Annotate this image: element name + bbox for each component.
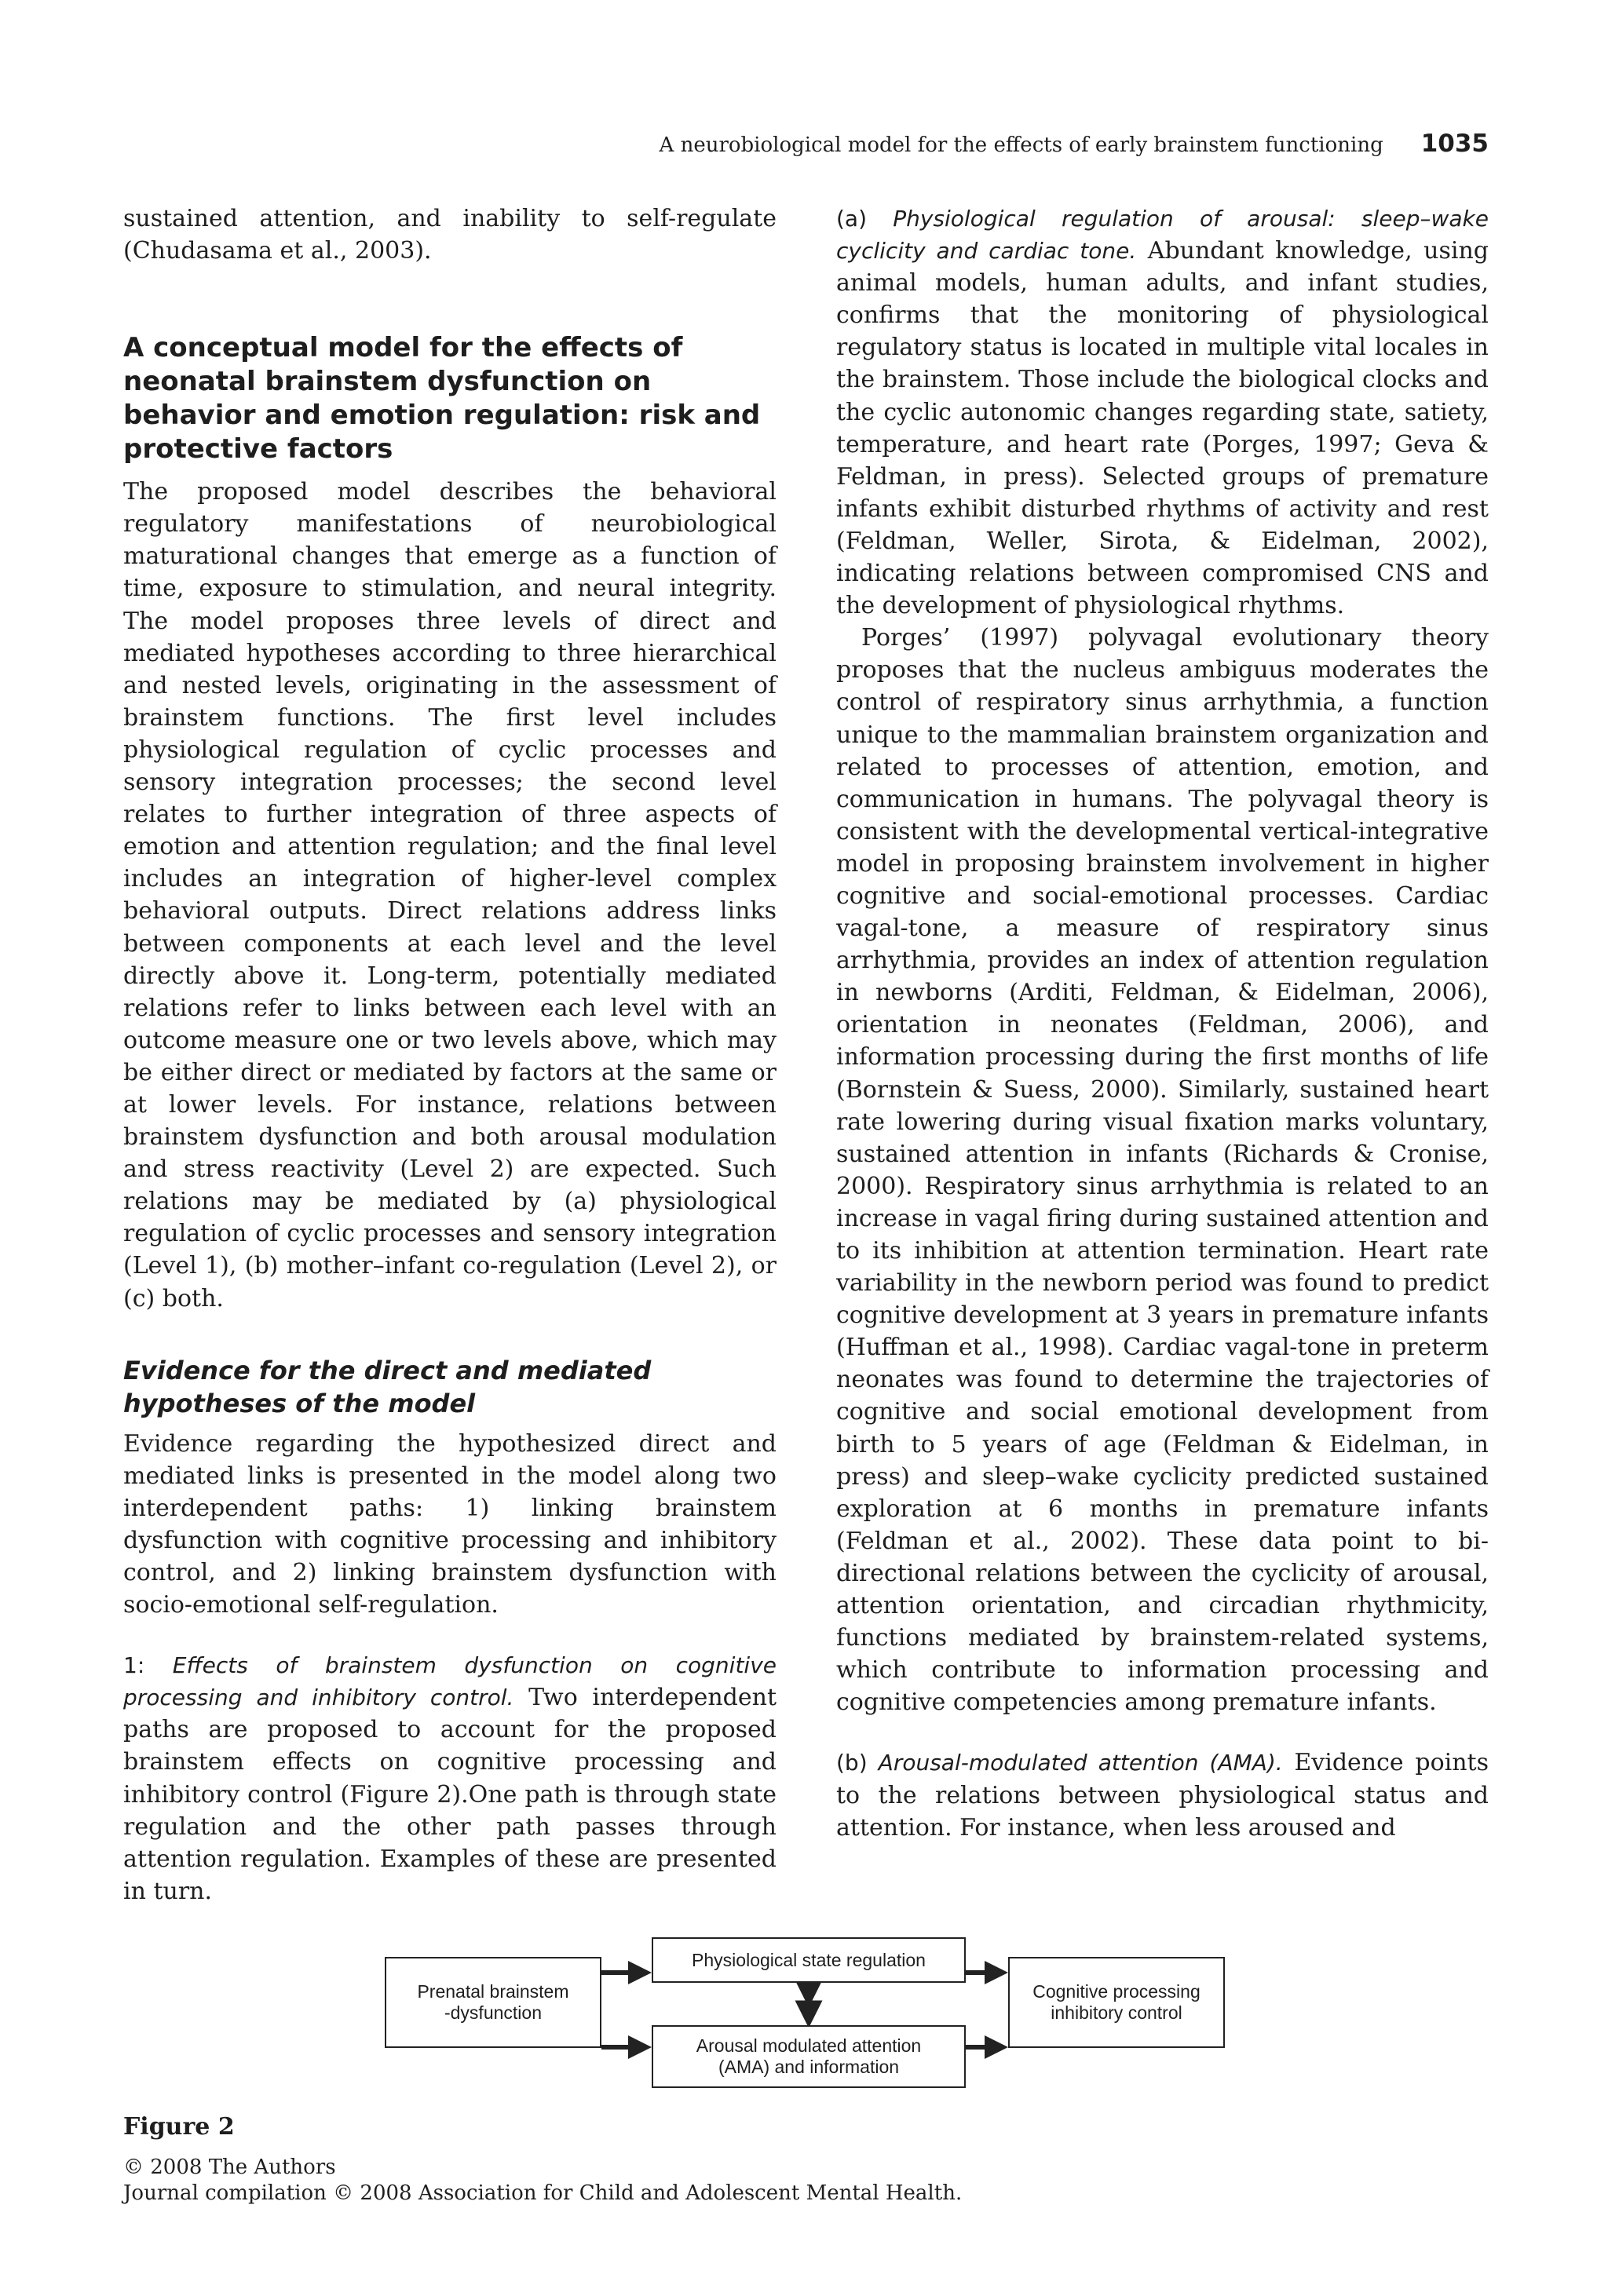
footer [123,2155,962,2207]
box-arousal-line2: (AMA) and information [718,2057,900,2077]
paragraph-evidence: Evidence regarding the hypothesized direct and mediated links is presented in the model along two interdependent paths: 1) linking brainstem dysfunction with cognitive processing and inhibitory control, and 2) linking brainstem dysfunction with socio-emotional self-regulation. [123,1429,777,1619]
box-prenatal-dysfunction [385,1957,601,2048]
running-head [119,128,1489,161]
box-arousal-line1: Arousal modulated attention [696,2035,922,2056]
paragraph-continuation: sustained attention, and inability to self-regulate (Chudasama et al., 2003). [123,205,777,265]
box-physiological-state-regulation [652,1937,966,1983]
runin-1-title: Effects of brainstem dysfunction on cognitive processing and inhibitory control. [123,1652,777,1711]
runin-1-text: Two interdependent paths are proposed to account for the proposed brainstem effects on cognitive processing and inhibitory control (Figure 2).One path is through state regulation and the other path passes through attention regulation. Examples of these are presented in turn. [123,1684,777,1905]
box-cognitive-line1: Cognitive processing [1032,1981,1201,2002]
runin-a-title: Physiological regulation of arousal: sleep–wake cyclicity and cardiac tone. [836,206,1489,265]
box-prenatal-line2: -dysfunction [444,2002,542,2023]
paragraph-runin-1 [123,1649,777,1907]
page-number: 1035 [1420,130,1489,158]
running-head-title: A neurobiological model for the effects of early brainstem functioning [659,133,1383,157]
runin-b-heading [836,1750,1283,1776]
figure-2-diagram [381,1937,1229,2094]
runin-a-letter: (a) [836,206,868,232]
box-arousal-modulated-attention [652,2025,966,2088]
footer-compilation: Journal compilation © 2008 Association for Child and Adolescent Mental Health. [123,2181,963,2205]
runin-a-text: Abundant knowledge, using animal models, human adults, and infant studies, confirms that the monitoring of physiological regulatory status is located in multiple vital locales in the brainstem. Those include the biological clocks and the cyclic autonomic changes regarding state, satiety, temperature, and heart rate (Porges, 1997; Geva & Feldman, in press). Selected groups of premature infants exhibit disturbed rhythms of activity and rest (Feldman, Weller, Sirota, & Eidelman, 2002), indicating relations between compromised CNS and the development of physiological rhythms. [836,237,1489,620]
left-column [123,203,777,1907]
box-cognitive-processing [1008,1957,1225,2048]
figure-label: Figure 2 [123,2113,235,2141]
subheading-evidence: Evidence for the direct and mediated hypotheses of the model [123,1355,652,1418]
runin-1-number: 1: [123,1652,145,1679]
paragraph-porges: Porges’ (1997) polyvagal evolutionary theory proposes that the nucleus ambiguus moderates the control of respiratory sinus arrhythmia, a function unique to the mammalian brainstem organization and related to processes of attention, emotion, and communication in humans. The polyvagal theory is consistent with the developmental vertical-integrative model in proposing brainstem involvement in higher cognitive and social-emotional processes. Cardiac vagal-tone, a measure of respiratory sinus arrhythmia, provides an index of attention regulation in newborns (Arditi, Feldman, & Eidelman, 2006), orientation in neonates (Feldman, 2006), and information processing during the first months of life (Bornstein & Suess, 2000). Similarly, sustained heart rate lowering during visual fixation marks voluntary, sustained attention in infants (Richards & Cronise, 2000). Respiratory sinus arrhythmia is related to an increase in vagal firing during sustained attention and to its inhibition at attention termination. Heart rate variability in the newborn period was found to predict cognitive development at 3 years in premature infants (Huffman et al., 1998). Cardiac vagal-tone in preterm neonates was found to determine the trajectories of cognitive and social emotional development from birth to 5 years of age (Feldman & Eidelman, in press) and sleep–wake cyclicity predicted sustained exploration at 6 months in premature infants (Feldman et al., 2002). These data point to bi-directional relations between the cyclicity of arousal, attention orientation, and circadian rhythmicity, functions mediated by brainstem-related systems, which contribute to information processing and cognitive competencies among premature infants. [836,624,1489,1717]
box-physiological-text: Physiological state regulation [692,1949,926,1970]
paragraph-model: The proposed model describes the behavioral regulatory manifestations of neurobiological maturational changes that emerge as a function of time, exposure to stimulation, and neural integrity. The model proposes three levels of direct and mediated hypotheses according to three hierarchical and nested levels, originating in the assessment of brainstem functions. The first level includes physiological regulation of cyclic processes and sensory integration processes; the second level relates to further integration of three aspects of emotion and attention regulation; and the final level includes an integration of higher-level complex behavioral outputs. Direct relations address links between components at each level and the level directly above it. Long-term, potentially mediated relations refer to links between each level with an outcome measure one or two levels above, which may be either direct or mediated by factors at the same or at lower levels. For instance, relations between brainstem dysfunction and both arousal modulation and stress reactivity (Level 2) are expected. Such relations may be mediated by (a) physiological regulation of cyclic processes and sensory integration (Level 1), (b) mother–infant co-regulation (Level 2), or (c) both. [123,478,777,1312]
footer-copyright: © 2008 The Authors [123,2155,336,2179]
box-cognitive-line2: inhibitory control [1051,2002,1182,2023]
paragraph-runin-a [836,203,1489,622]
section-heading: A conceptual model for the effects of neonatal brainstem dysfunction on behavior and emotion regulation: risk and protective factors [123,332,761,465]
paragraph-runin-b [836,1747,1489,1843]
right-column [836,203,1489,1844]
runin-b-title: Arousal-modulated attention (AMA). [878,1750,1283,1776]
runin-b-letter: (b) [836,1750,868,1776]
runin-b-text: Evidence points to the relations between physiological status and attention. For instance, when less aroused and [836,1749,1489,1842]
box-prenatal-line1: Prenatal brainstem [417,1981,569,2002]
